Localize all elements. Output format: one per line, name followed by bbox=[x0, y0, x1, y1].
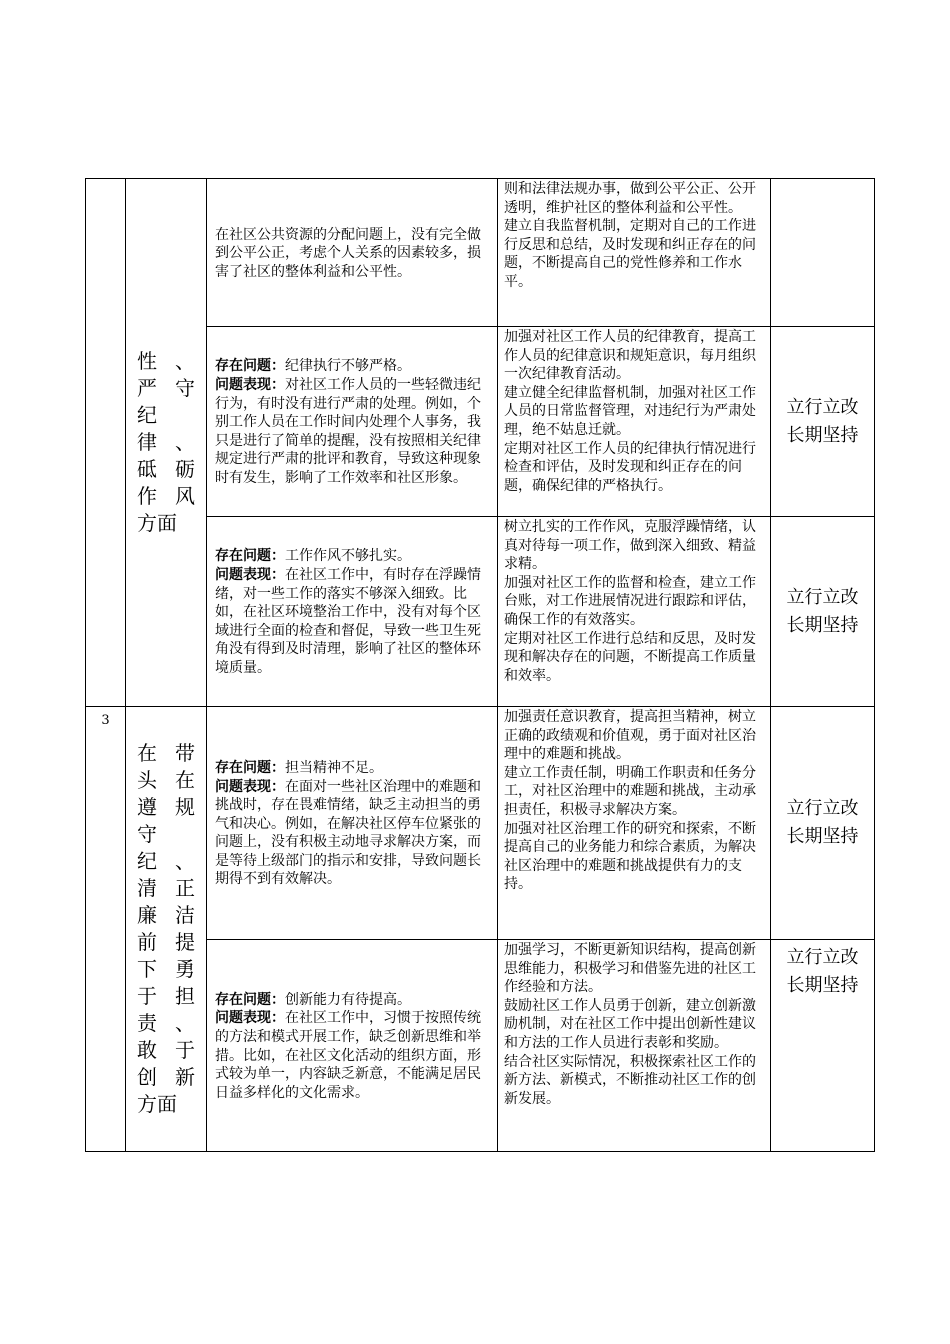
table-row bbox=[86, 707, 875, 940]
category-char: 头 bbox=[137, 768, 157, 792]
table-row bbox=[86, 179, 875, 327]
category-char: 清 bbox=[137, 876, 157, 900]
detail-label: 问题表现： bbox=[215, 778, 285, 795]
time-limit-text: 长期坚持 bbox=[786, 975, 859, 996]
measures-cell bbox=[498, 517, 771, 707]
section-category-cell bbox=[126, 707, 207, 1152]
problem-text: 创新能力有待提高。 bbox=[285, 991, 411, 1008]
measure-item: 建立健全纪律监督机制，加强对社区工作人员的日常监督管理，对违纪行为严肃处理，绝不姑息迁就。 bbox=[504, 384, 756, 438]
category-char: 于 bbox=[137, 984, 157, 1008]
category-char: 纪 bbox=[137, 403, 157, 427]
time-limit-cell bbox=[771, 940, 875, 1152]
detail-text: 在社区工作中，习惯于按照传统的方法和模式开展工作，缺乏创新思维和举措。比如，在社区文化活动的组织方面，形式较为单一，内容缺乏新意，不能满足居民日益多样化的文化需求。 bbox=[215, 1010, 481, 1101]
category-char: 新 bbox=[175, 1065, 195, 1089]
category-char: 、 bbox=[175, 430, 195, 454]
problem-text: 工作作风不够扎实。 bbox=[285, 548, 411, 565]
category-char: 勇 bbox=[175, 957, 195, 981]
section-number-cell bbox=[86, 707, 126, 1152]
category-char: 担 bbox=[175, 984, 195, 1008]
category-char bbox=[166, 821, 195, 848]
category-char: 砥 bbox=[137, 457, 157, 481]
problem-cell bbox=[207, 327, 498, 517]
detail-text: 在面对一些社区治理中的难题和挑战时，存在畏难情绪，缺乏主动担当的勇气和决心。例如，在解决社区停车位紧张的问题上，没有积极主动地寻求解决方案，而是等待上级部门的指示和安排，导致问题长期得不到有效解决。 bbox=[215, 778, 481, 888]
category-tail: 方面 bbox=[137, 1092, 177, 1116]
detail-text: 在社区工作中，有时存在浮躁情绪，对一些工作的落实不够深入细致。比如，在社区环境整治工作中，没有对每个区域进行全面的检查和督促，导致一些卫生死角没有得到及时清理，影响了社区的整体环境质量。 bbox=[215, 567, 481, 676]
detail-label: 问题表现： bbox=[215, 377, 285, 394]
measure-item: 加强对社区治理工作的研究和探索，不断提高自己的业务能力和综合素质，为解决社区治理中的难题和挑战提供有力的支持。 bbox=[504, 820, 756, 893]
category-char: 律 bbox=[137, 430, 157, 454]
section-number: 3 bbox=[101, 713, 110, 728]
category-char: 于 bbox=[175, 1038, 195, 1062]
category-char: 守 bbox=[137, 822, 157, 846]
measure-item: 树立扎实的工作作风，克服浮躁情绪，认真对待每一项工作，做到深入细致、精益求精。 bbox=[504, 519, 756, 573]
measure-item: 加强学习，不断更新知识结构，提高创新思维能力，积极学习和借鉴先进的社区工作经验和方法。 bbox=[504, 942, 756, 996]
problem-cell bbox=[207, 179, 498, 327]
problem-cell bbox=[207, 707, 498, 940]
problem-label: 存在问题： bbox=[215, 759, 285, 776]
category-char: 在 bbox=[137, 741, 157, 765]
measures-cell bbox=[498, 179, 771, 327]
time-limit-text: 立行立改 bbox=[786, 798, 859, 819]
category-char: 创 bbox=[137, 1065, 157, 1089]
detail-label: 问题表现： bbox=[215, 567, 285, 584]
problem-cell bbox=[207, 940, 498, 1152]
problem-text: 担当精神不足。 bbox=[285, 759, 383, 776]
section-category-text bbox=[137, 740, 195, 1118]
measure-item: 加强责任意识教育，提高担当精神，树立正确的政绩观和价值观，勇于面对社区治理中的难题和挑战。 bbox=[504, 709, 756, 763]
measure-item: 建立工作责任制，明确工作职责和任务分工，对社区治理中的难题和挑战，主动承担责任，积极寻求解决方案。 bbox=[504, 764, 756, 818]
time-limit-text: 立行立改 bbox=[786, 586, 859, 608]
category-char: 下 bbox=[137, 957, 157, 981]
measure-item: 加强对社区工作的监督和检查，建立工作台账，对工作进展情况进行跟踪和评估，确保工作的有效落实。 bbox=[504, 574, 756, 628]
category-char: 正 bbox=[175, 876, 195, 900]
category-char: 提 bbox=[175, 930, 195, 954]
category-char: 砺 bbox=[175, 457, 195, 481]
problem-cell bbox=[207, 517, 498, 707]
category-char: 前 bbox=[137, 930, 157, 954]
rectification-table bbox=[85, 178, 875, 1152]
category-char: 作 bbox=[137, 484, 157, 508]
section-category-cell bbox=[126, 179, 207, 707]
time-limit-cell bbox=[771, 179, 875, 327]
category-char: 守 bbox=[175, 376, 195, 400]
measures-cell bbox=[498, 707, 771, 940]
problem-label: 存在问题： bbox=[215, 548, 285, 565]
category-char: 洁 bbox=[175, 903, 195, 927]
measure-item: 鼓励社区工作人员勇于创新，建立创新激励机制，对在社区工作中提出创新性建议和方法的工作人员进行表彰和奖励。 bbox=[504, 997, 756, 1051]
category-char: 、 bbox=[175, 349, 195, 373]
section-category-text bbox=[137, 348, 195, 537]
time-limit-text: 长期坚持 bbox=[786, 614, 859, 636]
category-char: 纪 bbox=[137, 849, 157, 873]
time-limit-text: 立行立改 bbox=[786, 396, 859, 418]
detail-label: 问题表现： bbox=[215, 1010, 285, 1027]
time-limit-text: 长期坚持 bbox=[786, 826, 859, 847]
category-char bbox=[166, 402, 195, 429]
measure-item: 定期对社区工作人员的纪律执行情况进行检查和评估，及时发现和纠正存在的问题，确保纪律的严格执行。 bbox=[504, 440, 756, 494]
measures-cell bbox=[498, 940, 771, 1152]
category-char: 带 bbox=[175, 741, 195, 765]
problem-text: 纪律执行不够严格。 bbox=[285, 358, 411, 375]
category-char: 风 bbox=[175, 484, 195, 508]
time-limit-cell bbox=[771, 707, 875, 940]
category-char: 责 bbox=[137, 1011, 157, 1035]
measure-item: 加强对社区工作人员的纪律教育，提高工作人员的纪律意识和规矩意识，每月组织一次纪律教育活动。 bbox=[504, 329, 756, 383]
measure-item: 则和法律法规办事，做到公平公正、公开透明，维护社区的整体利益和公平性。 bbox=[504, 181, 756, 216]
category-char: 、 bbox=[175, 1011, 195, 1035]
category-char: 廉 bbox=[137, 903, 157, 927]
category-char: 遵 bbox=[137, 795, 157, 819]
measure-item: 结合社区实际情况，积极探索社区工作的新方法、新模式，不断推动社区工作的创新发展。 bbox=[504, 1053, 756, 1107]
category-tail: 方面 bbox=[137, 511, 177, 535]
problem-label: 存在问题： bbox=[215, 991, 285, 1008]
time-limit-cell bbox=[771, 517, 875, 707]
section-number-cell bbox=[86, 179, 126, 707]
category-char: 、 bbox=[175, 849, 195, 873]
measure-item: 定期对社区工作进行总结和反思，及时发现和解决存在的问题，不断提高工作质量和效率。 bbox=[504, 630, 756, 684]
category-char: 规 bbox=[175, 795, 195, 819]
category-char: 严 bbox=[137, 376, 157, 400]
problem-text: 在社区公共资源的分配问题上，没有完全做到公平公正，考虑个人关系的因素较多，损害了社区的整体利益和公平性。 bbox=[215, 226, 481, 280]
category-char: 在 bbox=[175, 768, 195, 792]
problem-label: 存在问题： bbox=[215, 358, 285, 375]
time-limit-text: 长期坚持 bbox=[786, 424, 859, 446]
detail-text: 对社区工作人员的一些轻微违纪行为，有时没有进行严肃的处理。例如，个别工作人员在工作时间内处理个人事务，我只是进行了简单的提醒，没有按照相关纪律规定进行严肃的批评和教育，导致这种现象时有发生，影响了工作效率和社区形象。 bbox=[215, 377, 481, 486]
time-limit-text: 立行立改 bbox=[786, 947, 859, 968]
time-limit-cell bbox=[771, 327, 875, 517]
measure-item: 建立自我监督机制，定期对自己的工作进行反思和总结，及时发现和纠正存在的问题，不断提高自己的党性修养和工作水平。 bbox=[504, 218, 756, 290]
measures-cell bbox=[498, 327, 771, 517]
category-char: 敢 bbox=[137, 1038, 157, 1062]
category-char: 性 bbox=[137, 349, 157, 373]
